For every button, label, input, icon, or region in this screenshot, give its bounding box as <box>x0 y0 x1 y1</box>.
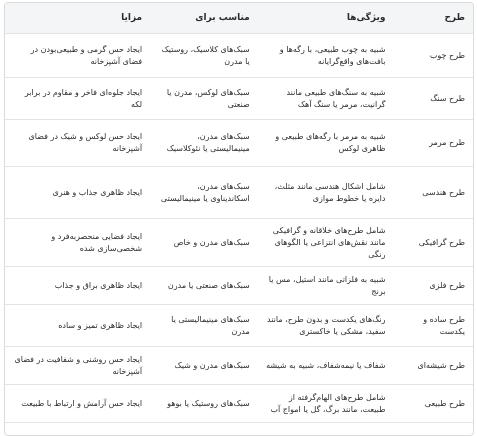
table-row <box>5 305 473 347</box>
header-design: طرح <box>393 3 473 34</box>
cell-benefits: ایجاد حس گرمی و طبیعی‌بودن در فضای آشپزخانه <box>5 34 150 78</box>
cell-design: طرح شیشه‌ای <box>393 347 473 385</box>
cell-design: طرح ساده و یکدست <box>393 305 473 347</box>
cell-features: رنگ‌های یکدست و بدون طرح، مانند سفید، مشکی یا خاکستری <box>258 305 394 347</box>
table-row <box>5 120 473 167</box>
cell-suitable-for: سبک‌های کلاسیک، روستیک یا مدرن <box>150 34 258 78</box>
cell-benefits: ایجاد حس روشنی و شفافیت در فضای آشپزخانه <box>5 347 150 385</box>
cell-design: طرح فلزی <box>393 267 473 305</box>
cell-design: طرح مرمر <box>393 120 473 167</box>
cell-suitable-for: سبک‌های مدرن، اسکاندیناوی یا مینیمالیستی <box>150 167 258 219</box>
cell-design: طرح چوب <box>393 34 473 78</box>
header-features: ویژگی‌ها <box>258 3 394 34</box>
cell-design: طرح گرافیکی <box>393 219 473 267</box>
cell-features: شبیه به فلزاتی مانند استیل، مس یا برنج <box>258 267 394 305</box>
table-row <box>5 219 473 267</box>
cell-suitable-for: سبک‌های روستیک یا بوهو <box>150 385 258 423</box>
cell-features: شامل اشکال هندسی مانند مثلث، دایره یا خطوط موازی <box>258 167 394 219</box>
table-row <box>5 34 473 78</box>
cell-benefits: ایجاد حس لوکس و شیک در فضای آشپزخانه <box>5 120 150 167</box>
cell-benefits: ایجاد ظاهری تمیز و ساده <box>5 305 150 347</box>
table-row <box>5 267 473 305</box>
cell-suitable-for: سبک‌های مینیمالیستی یا مدرن <box>150 305 258 347</box>
cell-benefits: ایجاد حس آرامش و ارتباط با طبیعت <box>5 385 150 423</box>
comparison-table <box>5 3 473 423</box>
cell-suitable-for: سبک‌های مدرن و خاص <box>150 219 258 267</box>
cell-design: طرح سنگ <box>393 78 473 120</box>
cell-benefits: ایجاد جلوه‌ای فاخر و مقاوم در برابر لکه <box>5 78 150 120</box>
cell-suitable-for: سبک‌های لوکس، مدرن یا صنعتی <box>150 78 258 120</box>
cell-features: شبیه به سنگ‌های طبیعی مانند گرانیت، مرمر یا سنگ آهک <box>258 78 394 120</box>
cell-design: طرح طبیعی <box>393 385 473 423</box>
table-row <box>5 167 473 219</box>
table-row <box>5 78 473 120</box>
header-suitable-for: مناسب برای <box>150 3 258 34</box>
comparison-table-container <box>4 2 474 436</box>
cell-suitable-for: سبک‌های صنعتی یا مدرن <box>150 267 258 305</box>
table-row <box>5 347 473 385</box>
cell-features: شامل طرح‌های خلاقانه و گرافیکی مانند نقش‌های انتزاعی یا الگوهای رنگی <box>258 219 394 267</box>
cell-suitable-for: سبک‌های مدرن و شیک <box>150 347 258 385</box>
cell-features: شبیه به مرمر با رگه‌های طبیعی و ظاهری لوکس <box>258 120 394 167</box>
cell-design: طرح هندسی <box>393 167 473 219</box>
cell-features: شفاف یا نیمه‌شفاف، شبیه به شیشه <box>258 347 394 385</box>
cell-benefits: ایجاد فضایی منحصربه‌فرد و شخصی‌سازی شده <box>5 219 150 267</box>
cell-features: شامل طرح‌های الهام‌گرفته از طبیعت، مانند برگ، گل یا امواج آب <box>258 385 394 423</box>
cell-features: شبیه به چوب طبیعی، با رگه‌ها و بافت‌های واقع‌گرایانه <box>258 34 394 78</box>
header-benefits: مزایا <box>5 3 150 34</box>
table-header-row <box>5 3 473 34</box>
cell-benefits: ایجاد ظاهری براق و جذاب <box>5 267 150 305</box>
cell-suitable-for: سبک‌های مدرن، مینیمالیستی یا نئوکلاسیک <box>150 120 258 167</box>
cell-benefits: ایجاد ظاهری جذاب و هنری <box>5 167 150 219</box>
table-row <box>5 385 473 423</box>
